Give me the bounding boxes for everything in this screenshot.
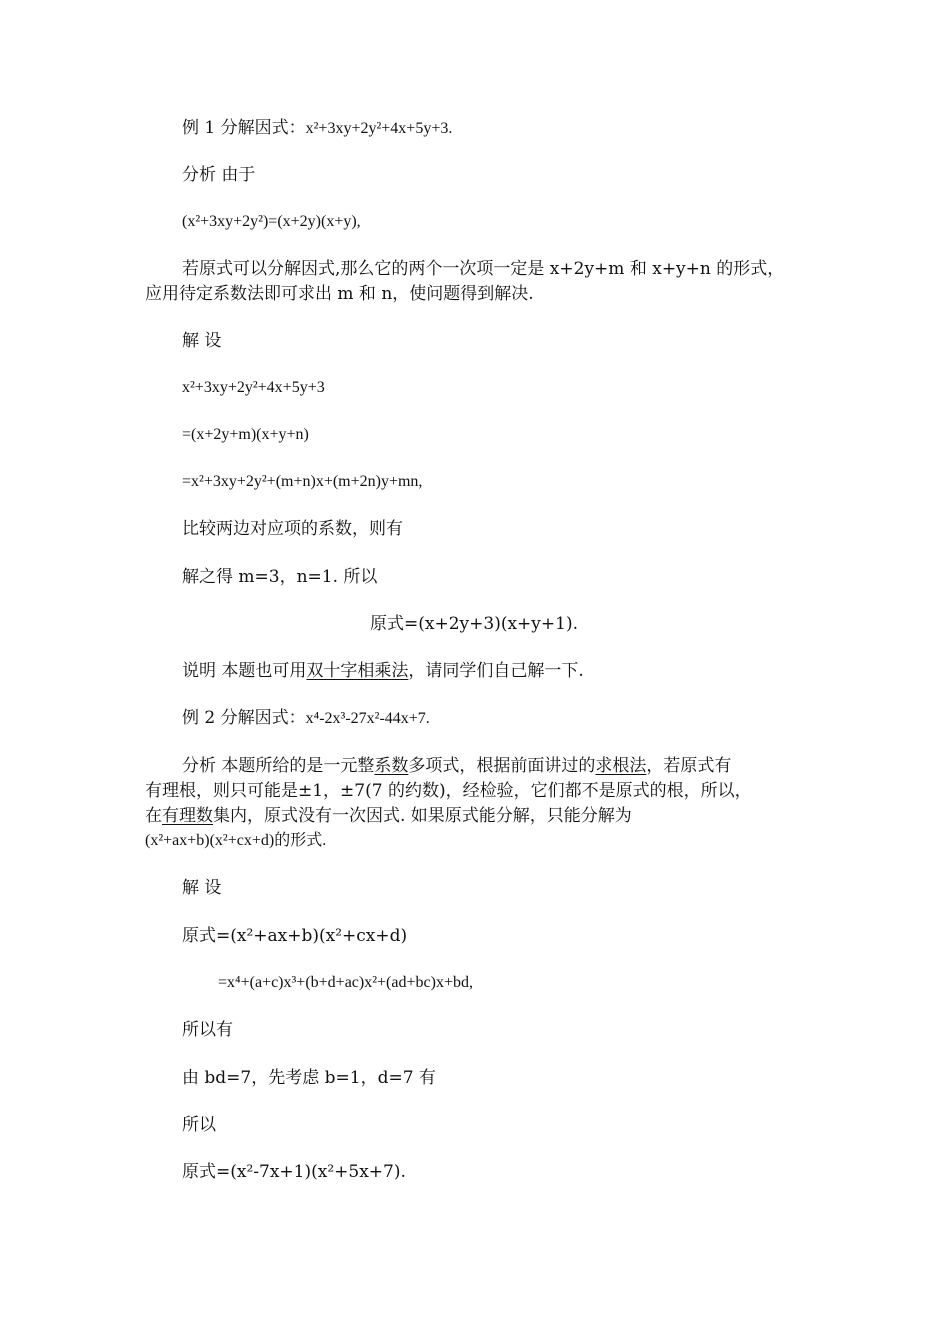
link-root-method[interactable]: 求根法 [595,756,647,776]
example1-solve: 解之得 m=3，n=1. 所以 [182,567,378,587]
analysis-mid: 多项式，根据前面讲过的 [408,756,596,776]
example1-compare: 比较两边对应项的系数，则有 [182,519,403,539]
example2-so-have: 所以有 [182,1020,233,1040]
note-suffix: ，请同学们自己解一下. [408,661,584,681]
example1-result: 原式=(x+2y+3)(x+y+1). [370,614,578,634]
example2-title-line [182,708,430,729]
example1-reason-line1: 若原式可以分解因式,那么它的两个一次项一定是 x+2y+m 和 x+y+n 的形式， [182,259,785,279]
example1-title-line [182,118,452,139]
example2-analysis-line1 [182,756,731,776]
example2-result: 原式=(x²-7x+1)(x²+5x+7). [182,1162,406,1182]
example1-solution-label: 解 设 [182,331,222,351]
note-prefix: 说明 本题也可用 [182,661,307,681]
example2-step1: 原式=(x²+ax+b)(x²+cx+d) [182,926,408,946]
link-rational-number[interactable]: 有理数 [162,806,213,826]
example1-analysis-label: 分析 由于 [182,165,256,185]
analysis3-suffix: 集内，原式没有一次因式. 如果原式能分解，只能分解为 [213,806,632,826]
analysis-suffix: ，若原式有 [646,756,732,776]
example2-so: 所以 [182,1115,216,1135]
example1-step2: =(x+2y+m)(x+y+n) [182,426,309,443]
example2-expression: x⁴-2x³-27x²-44x+7. [305,710,430,727]
example1-title: 例 1 分解因式： [182,118,306,138]
example2-from-bd: 由 bd=7，先考虑 b=1，d=7 有 [182,1068,436,1088]
example2-analysis-line3 [145,806,632,826]
example1-identity: (x²+3xy+2y²)=(x+2y)(x+y), [182,213,361,230]
example1-step3: =x²+3xy+2y²+(m+n)x+(m+2n)y+mn, [182,473,423,490]
example1-expression: x²+3xy+2y²+4x+5y+3. [305,120,453,137]
analysis3-prefix: 在 [145,806,162,826]
example2-analysis-line2: 有理根，则只可能是±1，±7(7 的约数)，经检验，它们都不是原式的根，所以， [145,781,752,801]
link-coefficient[interactable]: 系数 [374,756,409,776]
example2-title: 例 2 分解因式： [182,708,306,728]
analysis-prefix: 分析 本题所给的是一元整 [182,756,375,776]
example1-reason-line2: 应用待定系数法即可求出 m 和 n，使问题得到解决. [145,284,534,304]
link-double-cross-method[interactable]: 双十字相乘法 [306,661,409,681]
example2-step2: =x⁴+(a+c)x³+(b+d+ac)x²+(ad+bc)x+bd, [218,974,473,991]
example2-solution-label: 解 设 [182,878,222,898]
example1-step1: x²+3xy+2y²+4x+5y+3 [182,379,325,396]
example1-note [182,661,584,681]
example2-analysis-line4: (x²+ax+b)(x²+cx+d)的形式. [145,832,327,849]
